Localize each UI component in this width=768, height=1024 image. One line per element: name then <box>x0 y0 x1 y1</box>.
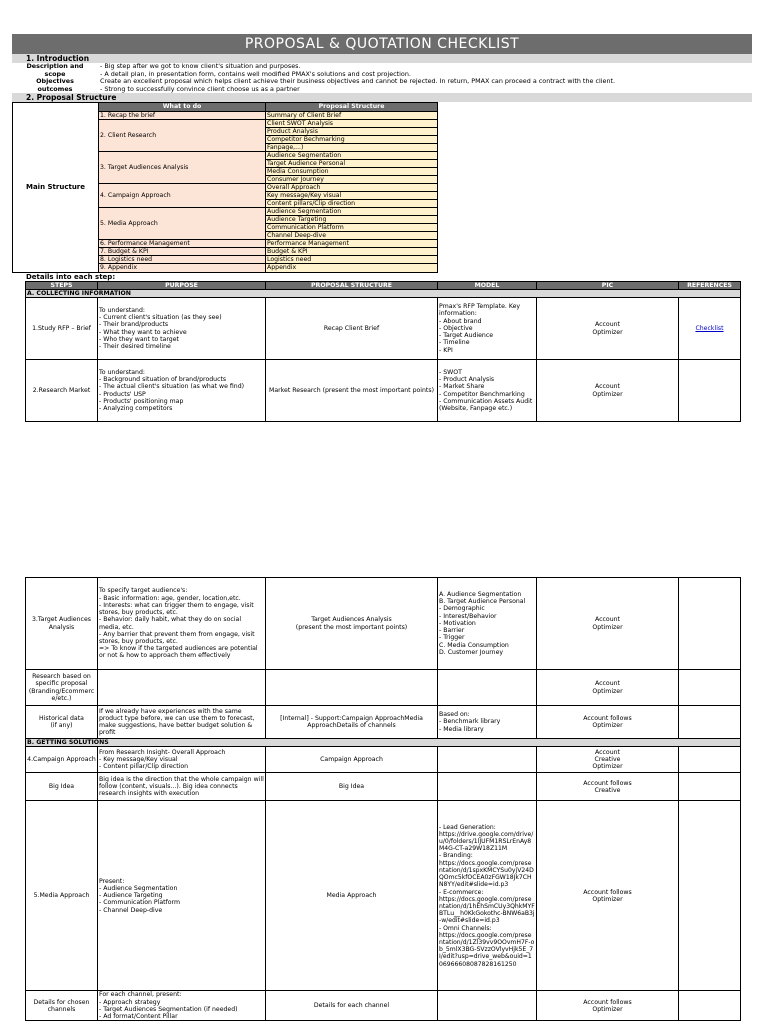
section-band-solutions <box>26 739 741 747</box>
pic-cell: Account Optimizer <box>537 298 679 360</box>
purpose-cell: To understand: - Background situation of brand/products - The actual client's situation (as what we find) - Products' USP - Products' positioning map - Analyzing competitors <box>98 360 266 422</box>
purpose-cell: Present: - Audience Segmentation - Audience Targeting - Communication Platform - Channel Deep-dive <box>98 801 266 991</box>
intro-text: Create an excellent proposal which helps client achieve their business objectives and cannot be rejected. In return, PMAX can proceed a contract with the client. <box>100 78 616 86</box>
proposal-structure-body <box>13 103 438 272</box>
intro-text: - Big step after we got to know client's situation and purposes. <box>100 63 301 70</box>
reference-cell <box>679 801 741 991</box>
proposal-structure-cell: Communication Platform <box>266 223 438 231</box>
model-cell: - Lead Generation: https://drive.google.com/drive/u/0/folders/1lJUFM1RSLrEnAy8M4G-CT-a29W18Z11M - Branding: https://docs.google.com/presentation/d/1spxKMCYSu0yjV24DQOmc5kfOCEA0zFGW18Jk7CHN8YY/edit#slide=id.p3 - E-commerce: https://docs.google.com/presentation/d/1hEhSmCUy3QhkMYFBTLu__h0KkGokothc-BNW6aB3j-w/edit#slide=id.p3 - Omni Channels: https://docs.google.com/presentation/d/1Zl39vv9OOvmH7F-ob_5mlX3BG-SVzzOVlyvHjk5E_7I/edit?usp=drive_web&ouid=106966608087828161250 <box>438 801 537 991</box>
header-model: MODEL <box>438 281 537 289</box>
intro-label: outcomes <box>37 84 73 93</box>
table-row <box>26 706 741 739</box>
checklist-sheet <box>12 34 752 422</box>
structure-cell: Details for each channel <box>266 991 438 1021</box>
proposal-structure-cell: Overall Approach <box>266 183 438 191</box>
proposal-structure-cell: Appendix <box>266 264 438 272</box>
intro-row <box>12 78 752 86</box>
purpose-cell: Big idea is the direction that the whole campaign will follow (content, visuals...). Big idea connects research insights with execution <box>98 773 266 801</box>
intro-label: scope <box>44 69 66 78</box>
intro-row <box>12 71 752 79</box>
table-row <box>26 298 741 360</box>
purpose-cell: For each channel, present: - Approach strategy - Target Audiences Segmentation (if needed) - Ad format/Content Pillar <box>98 991 266 1021</box>
proposal-structure-cell: Summary of Client Brief <box>266 111 438 119</box>
purpose-cell <box>98 670 266 706</box>
step-cell: 2.Research Market <box>26 360 98 422</box>
what-to-do-cell: 5. Media Approach <box>99 207 266 239</box>
section-label-solutions: B. GETTING SOLUTIONS <box>26 739 741 747</box>
proposal-structure-cell: Key message/Key visual <box>266 191 438 199</box>
header-purpose: PURPOSE <box>98 281 266 289</box>
what-to-do-cell: 6. Performance Management <box>99 239 266 247</box>
pic-cell: Account follows Optimizer <box>537 706 679 739</box>
step-cell: Details for chosen channels <box>26 991 98 1021</box>
header-steps: STEPS <box>26 281 98 289</box>
pic-cell: Account Optimizer <box>537 360 679 422</box>
proposal-structure-cell: Product Analysis <box>266 127 438 135</box>
structure-cell <box>266 670 438 706</box>
what-to-do-cell: 2. Client Research <box>99 119 266 151</box>
pic-cell: Account follows Optimizer <box>537 991 679 1021</box>
structure-cell: Recap Client Brief <box>266 298 438 360</box>
pic-cell: Account Optimizer <box>537 670 679 706</box>
proposal-structure-cell: Audience Segmentation <box>266 151 438 159</box>
proposal-structure-cell: Media Consumption <box>266 167 438 175</box>
model-cell <box>438 670 537 706</box>
pic-cell: Account follows Creative <box>537 773 679 801</box>
structure-cell: Market Research (present the most important points) <box>266 360 438 422</box>
purpose-cell: From Research Insight- Overall Approach - Key message/Key visual - Content pillar/Clip direction <box>98 747 266 773</box>
step-cell: 4.Campaign Approach <box>26 747 98 773</box>
table-row <box>26 991 741 1021</box>
proposal-structure-cell: Fanpage,...) <box>266 143 438 151</box>
structure-cell: [Internal] - Support:Campaign ApproachMedia ApproachDetails of channels <box>266 706 438 739</box>
intro-label: Objectives <box>36 77 74 86</box>
page-title: PROPOSAL & QUOTATION CHECKLIST <box>12 34 752 54</box>
model-cell <box>438 991 537 1021</box>
intro-row <box>12 86 752 94</box>
model-cell: A. Audience Segmentation B. Target Audience Personal - Demographic - Interest/Behavior - Motivation - Barrier - Trigger C. Media Consumption D. Customer Journey <box>438 578 537 670</box>
section-proposal-structure-heading: 2. Proposal Structure <box>12 93 752 102</box>
reference-cell <box>679 706 741 739</box>
proposal-structure-cell: Content pillars/Clip direction <box>266 199 438 207</box>
structure-cell: Media Approach <box>266 801 438 991</box>
section-introduction-heading: 1. Introduction <box>12 54 752 63</box>
details-header-row <box>26 281 741 289</box>
details-table-top <box>25 281 741 422</box>
table-row <box>26 360 741 422</box>
intro-text: - A detail plan, in presentation form, contains well modified PMAX's solutions and cost projection. <box>100 70 411 78</box>
proposal-structure-cell: Target Audience Personal <box>266 159 438 167</box>
purpose-cell: To specify target audience's: - Basic information: age, gender, location,etc. - Interests: what can trigger them to engage, visit stores, buy products, etc. - Behavior: daily habit, what they do on social media, etc. - Any barrier that prevent them from engage, visit stores, buy products, etc. => To know if the targeted audiences are potential or not & how to approach them effectively <box>98 578 266 670</box>
table-row <box>26 578 741 670</box>
details-top-body <box>26 281 741 421</box>
model-cell <box>438 747 537 773</box>
pic-cell: Account Optimizer <box>537 578 679 670</box>
pic-cell: Account follows Optimizer <box>537 801 679 991</box>
proposal-structure-cell: Budget & KPI <box>266 247 438 255</box>
purpose-cell: If we already have experiences with the same product type before, we can use them to forecast, make suggestions, have better budget solution & profit <box>98 706 266 739</box>
section-band-collecting <box>26 289 741 297</box>
step-cell: 1.Study RFP – Brief <box>26 298 98 360</box>
what-to-do-cell: 8. Logistics need <box>99 256 266 264</box>
reference-cell <box>679 670 741 706</box>
introduction-block <box>12 63 752 93</box>
what-to-do-cell: 7. Budget & KPI <box>99 247 266 255</box>
header-pic: PIC <box>537 281 679 289</box>
structure-cell: Target Audiences Analysis (present the most important points) <box>266 578 438 670</box>
proposal-structure-cell: Channel Deep-dive <box>266 231 438 239</box>
section-label-collecting: A. COLLECTING INFORMATION <box>26 289 741 297</box>
what-to-do-cell: 9. Appendix <box>99 264 266 272</box>
model-cell <box>438 773 537 801</box>
reference-cell <box>679 578 741 670</box>
what-to-do-header: What to do <box>99 103 266 111</box>
intro-label: Description and <box>26 62 84 70</box>
model-cell: - SWOT - Product Analysis - Market Share - Competitor Benchmarking - Communication Assets Audit (Website, Fanpage etc.) <box>438 360 537 422</box>
model-cell: Pmax's RFP Template. Key information: - About brand - Objective - Target Audience - Timeline - KPI <box>438 298 537 360</box>
reference-cell <box>679 747 741 773</box>
model-cell: Based on: - Benchmark library - Media library <box>438 706 537 739</box>
reference-cell <box>679 360 741 422</box>
table-row <box>26 670 741 706</box>
step-cell: 3.Target Audiences Analysis <box>26 578 98 670</box>
details-bottom-body <box>26 578 741 1021</box>
what-to-do-cell: 3. Target Audiences Analysis <box>99 151 266 183</box>
checklist-link[interactable]: Checklist <box>679 298 741 360</box>
proposal-structure-cell: Logistics need <box>266 256 438 264</box>
what-to-do-cell: 1. Recap the brief <box>99 111 266 119</box>
proposal-structure-cell: Consumer Journey <box>266 175 438 183</box>
table-row <box>26 801 741 991</box>
main-structure-label: Main Structure <box>13 103 99 272</box>
step-cell: Research based on specific proposal (Branding/Ecommerce/etc.) <box>26 670 98 706</box>
structure-header-row <box>13 103 438 111</box>
structure-cell: Big Idea <box>266 773 438 801</box>
proposal-structure-cell: Audience Segmentation <box>266 207 438 215</box>
intro-text: - Strong to successfully convince client choose us as a partner <box>100 85 300 93</box>
step-cell: Big Idea <box>26 773 98 801</box>
table-row <box>26 773 741 801</box>
table-row <box>26 747 741 773</box>
proposal-structure-cell: Performance Management <box>266 239 438 247</box>
structure-cell: Campaign Approach <box>266 747 438 773</box>
what-to-do-cell: 4. Campaign Approach <box>99 183 266 207</box>
proposal-structure-cell: Client SWOT Analysis <box>266 119 438 127</box>
step-cell: Historical data (if any) <box>26 706 98 739</box>
proposal-structure-table <box>12 102 438 272</box>
reference-cell <box>679 773 741 801</box>
proposal-structure-cell: Competitor Bechmarking <box>266 135 438 143</box>
proposal-structure-header: Proposal Structure <box>266 103 438 111</box>
step-cell: 5.Media Approach <box>26 801 98 991</box>
purpose-cell: To understand: - Current client's situation (as they see) - Their brand/products - What they want to achieve - Who they want to target - Their desired timeline <box>98 298 266 360</box>
details-table-continued <box>25 577 741 1021</box>
intro-row <box>12 63 752 71</box>
details-heading: Details into each step: <box>26 272 116 281</box>
proposal-structure-cell: Audience Targeting <box>266 215 438 223</box>
header-proposal-structure: PROPOSAL STRUCTURE <box>266 281 438 289</box>
reference-cell <box>679 991 741 1021</box>
pic-cell: Account Creative Optimizer <box>537 747 679 773</box>
header-references: REFERENCES <box>679 281 741 289</box>
